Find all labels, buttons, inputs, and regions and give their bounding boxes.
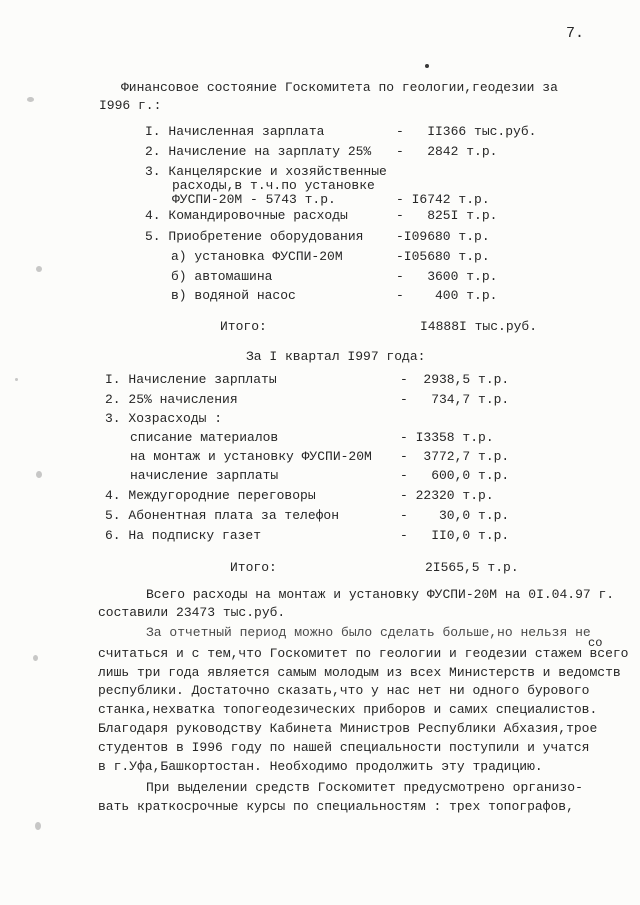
total-amount: 2I565,5 т.р. (425, 560, 519, 575)
paragraph-line: считаться и с тем,что Госкомитет по геологии и геодезии стажем всего (98, 646, 629, 661)
subitem-amount: -I05680 т.р. (396, 249, 490, 264)
subitem-amount: - 600,0 т.р. (400, 468, 510, 483)
paragraph-line: студентов в I996 году по нашей специальности поступили и учатся (98, 740, 590, 755)
handwritten-insertion: со (588, 636, 603, 650)
subitem-label: б) автомашина (171, 269, 273, 284)
paragraph-line: За отчетный период можно было сделать больше,но нельзя не (146, 625, 591, 640)
scan-artifact (35, 822, 41, 830)
item-amount: - II366 тыс.руб. (396, 124, 537, 139)
item-label: 5. Абонентная плата за телефон (105, 508, 340, 523)
item-label: I. Начисленная зарплата (145, 124, 325, 139)
subitem-amount: - I3358 т.р. (400, 430, 494, 445)
item-label: 3. Хозрасходы : (105, 411, 223, 426)
paragraph-line: составили 23473 тыс.руб. (98, 605, 286, 620)
page-number: 7. (566, 25, 585, 42)
item-label: 2. Начисление на зарплату 25% (145, 144, 372, 159)
paragraph-line: лишь три года является самым молодым из всех Министерств и ведомств (98, 665, 621, 680)
paragraph-line: Благодаря руководству Кабинета Министров Республики Абхазия,трое (98, 721, 598, 736)
scan-artifact (425, 64, 429, 68)
item-amount: - 30,0 т.р. (400, 508, 510, 523)
item-label: 2. 25% начисления (105, 392, 238, 407)
scan-artifact (15, 378, 18, 381)
subitem-label: списание материалов (130, 430, 279, 445)
paragraph-line: вать краткосрочные курсы по специальностям : трех топографов, (98, 799, 574, 814)
paragraph-line: Всего расходы на монтаж и установку ФУСПИ-20М на 0I.04.97 г. (146, 587, 615, 602)
item-amount: - 825I т.р. (396, 208, 498, 223)
subitem-label: в) водяной насос (171, 288, 296, 303)
item-amount: - 2938,5 т.р. (400, 372, 510, 387)
item-amount: - 2842 т.р. (396, 144, 498, 159)
item-label: 4. Междугородние переговоры (105, 488, 316, 503)
item-label: 4. Командировочные расходы (145, 208, 348, 223)
scan-artifact (27, 97, 34, 102)
subitem-label: начисление зарплаты (130, 468, 279, 483)
item-amount: - 734,7 т.р. (400, 392, 510, 407)
item-label: 3. Канцелярские и хозяйственные (145, 164, 387, 179)
item-amount: - I6742 т.р. (396, 192, 490, 207)
paragraph-line: в г.Уфа,Башкортостан. Необходимо продолжить эту традицию. (98, 759, 543, 774)
subitem-label: а) установка ФУСПИ-20М (171, 249, 343, 264)
scan-artifact (36, 266, 42, 272)
total-amount: I4888I тыс.руб. (420, 319, 538, 334)
report-1996-title-year: I996 г.: (99, 98, 162, 113)
subitem-amount: - 3772,7 т.р. (400, 449, 510, 464)
item-label: I. Начисление зарплаты (105, 372, 277, 387)
item-label: 5. Приобретение оборудования (145, 229, 364, 244)
item-label: 6. На подписку газет (105, 528, 262, 543)
item-label-continuation: ФУСПИ-20М - 5743 т.р. (172, 192, 336, 207)
report-q1-1997-title: За I квартал I997 года: (246, 349, 426, 364)
subitem-amount: - 400 т.р. (396, 288, 498, 303)
item-amount: - 22320 т.р. (400, 488, 494, 503)
scan-artifact (33, 655, 38, 661)
scan-artifact (36, 471, 42, 478)
item-amount: - II0,0 т.р. (400, 528, 510, 543)
total-label: Итого: (220, 319, 267, 334)
item-amount: -I09680 т.р. (396, 229, 490, 244)
total-label: Итого: (230, 560, 277, 575)
item-label-continuation: расходы,в т.ч.по установке (172, 178, 375, 193)
paragraph-line: станка,нехватка топогеодезических приборов и самих специалистов. (98, 702, 598, 717)
paragraph-line: республики. Достаточно сказать,что у нас нет ни одного бурового (98, 683, 590, 698)
subitem-amount: - 3600 т.р. (396, 269, 498, 284)
subitem-label: на монтаж и установку ФУСПИ-20М (130, 449, 372, 464)
report-1996-title: Финансовое состояние Госкомитета по геологии,геодезии за (121, 80, 558, 95)
paragraph-line: При выделении средств Госкомитет предусмотрено организо- (146, 780, 583, 795)
